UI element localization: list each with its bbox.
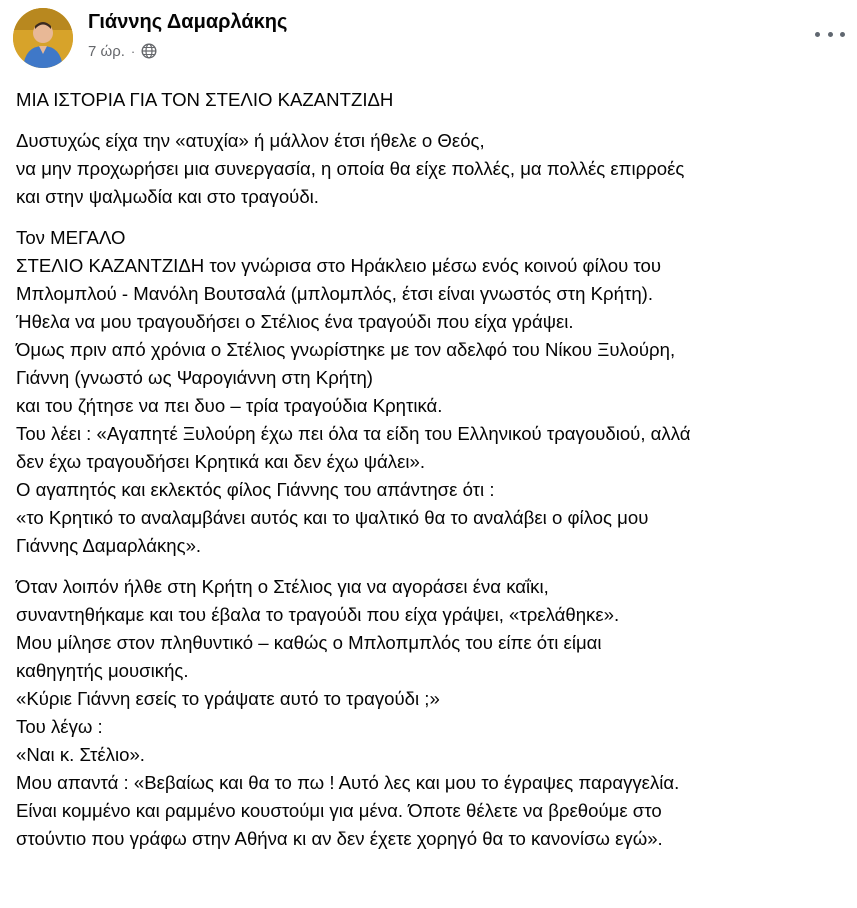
post-text-line: Τον ΜΕΓΑΛΟ xyxy=(16,227,126,248)
post-text-line: Μου μίλησε στον πληθυντικό – καθώς ο Μπλοπμπλός του είπε ότι είμαι xyxy=(16,632,602,653)
post-text-line: στούντιο που γράφω στην Αθήνα κι αν δεν έχετε χορηγό θα το κανονίσω εγώ». xyxy=(16,828,663,849)
post-text-line: Δυστυχώς είχα την «ατυχία» ή μάλλον έτσι ήθελε ο Θεός, xyxy=(16,130,485,151)
post-time[interactable]: 7 ώρ. xyxy=(88,42,125,60)
paragraph-gap xyxy=(16,114,857,127)
more-dot xyxy=(815,32,820,37)
post-text-line: δεν έχω τραγουδήσει Κρητικά και δεν έχω ψάλει». xyxy=(16,451,426,472)
post-text-line: συναντηθήκαμε και του έβαλα το τραγούδι που είχα γράψει, «τρελάθηκε». xyxy=(16,604,620,625)
post-meta xyxy=(88,41,157,61)
post-text-line: Όμως πριν από χρόνια ο Στέλιος γνωρίστηκε με τον αδελφό του Νίκου Ξυλούρη, xyxy=(16,339,676,360)
post-text-line: Μπλομπλού - Μανόλη Βουτσαλά (μπλομπλός, έτσι είναι γνωστός στη Κρήτη). xyxy=(16,283,654,304)
post-paragraph xyxy=(16,86,857,114)
post-text-line: Είναι κομμένο και ραμμένο κουστούμι για μένα. Όποτε θέλετε να βρεθούμε στο xyxy=(16,800,662,821)
post-text-line: καθηγητής μουσικής. xyxy=(16,660,189,681)
post-text-line: Μου απαντά : «Βεβαίως και θα το πω ! Αυτό λες και μου το έγραψες παραγγελία. xyxy=(16,772,680,793)
globe-icon[interactable] xyxy=(141,43,157,59)
post-text-line: Ήθελα να μου τραγουδήσει ο Στέλιος ένα τραγούδι που είχα γράψει. xyxy=(16,311,574,332)
avatar-photo xyxy=(13,8,73,68)
post-paragraph xyxy=(16,127,857,211)
post-text-line: Γιάννη (γνωστό ως Ψαρογιάννη στη Κρήτη) xyxy=(16,367,373,388)
post-paragraph xyxy=(16,224,857,560)
post-text-line: Ο αγαπητός και εκλεκτός φίλος Γιάννης του απάντησε ότι : xyxy=(16,479,495,500)
post-text-line: «το Κρητικό το αναλαμβάνει αυτός και το ψαλτικό θα το αναλάβει ο φίλος μου xyxy=(16,507,649,528)
post-text-line: Του λέει : «Αγαπητέ Ξυλούρη έχω πει όλα τα είδη του Ελληνικού τραγουδιού, αλλά xyxy=(16,423,691,444)
post-text-line: «Ναι κ. Στέλιο». xyxy=(16,744,145,765)
post-header xyxy=(0,0,857,72)
post-text-line: Γιάννης Δαμαρλάκης». xyxy=(16,535,202,556)
post-text-line: και του ζήτησε να πει δυο – τρία τραγούδια Κρητικά. xyxy=(16,395,443,416)
more-options-icon[interactable] xyxy=(815,22,845,46)
post-text-line: «Κύριε Γιάννη εσείς το γράψατε αυτό το τραγούδι ;» xyxy=(16,688,440,709)
more-dot xyxy=(828,32,833,37)
post-text-line: ΣΤΕΛΙΟ ΚΑΖΑΝΤΖΙΔΗ τον γνώρισα στο Ηράκλειο μέσω ενός κοινού φίλου του xyxy=(16,255,661,276)
paragraph-gap xyxy=(16,211,857,224)
post-text-line: Του λέγω : xyxy=(16,716,103,737)
paragraph-gap xyxy=(16,560,857,573)
author-name[interactable]: Γιάννης Δαμαρλάκης xyxy=(88,11,288,33)
post-text-line: ΜΙΑ ΙΣΤΟΡΙΑ ΓΙΑ ΤΟΝ ΣΤΕΛΙΟ ΚΑΖΑΝΤΖΙΔΗ xyxy=(16,89,394,110)
meta-separator: · xyxy=(130,43,136,59)
post-paragraph xyxy=(16,573,857,853)
post-text-line: να μην προχωρήσει μια συνεργασία, η οποία θα είχε πολλές, μα πολλές επιρροές xyxy=(16,158,685,179)
avatar[interactable] xyxy=(13,8,73,68)
post-text xyxy=(16,86,857,853)
more-dot xyxy=(840,32,845,37)
post-text-line: Όταν λοιπόν ήλθε στη Κρήτη ο Στέλιος για να αγοράσει ένα καΐκι, xyxy=(16,576,549,597)
post-text-line: και στην ψαλμωδία και στο τραγούδι. xyxy=(16,186,319,207)
